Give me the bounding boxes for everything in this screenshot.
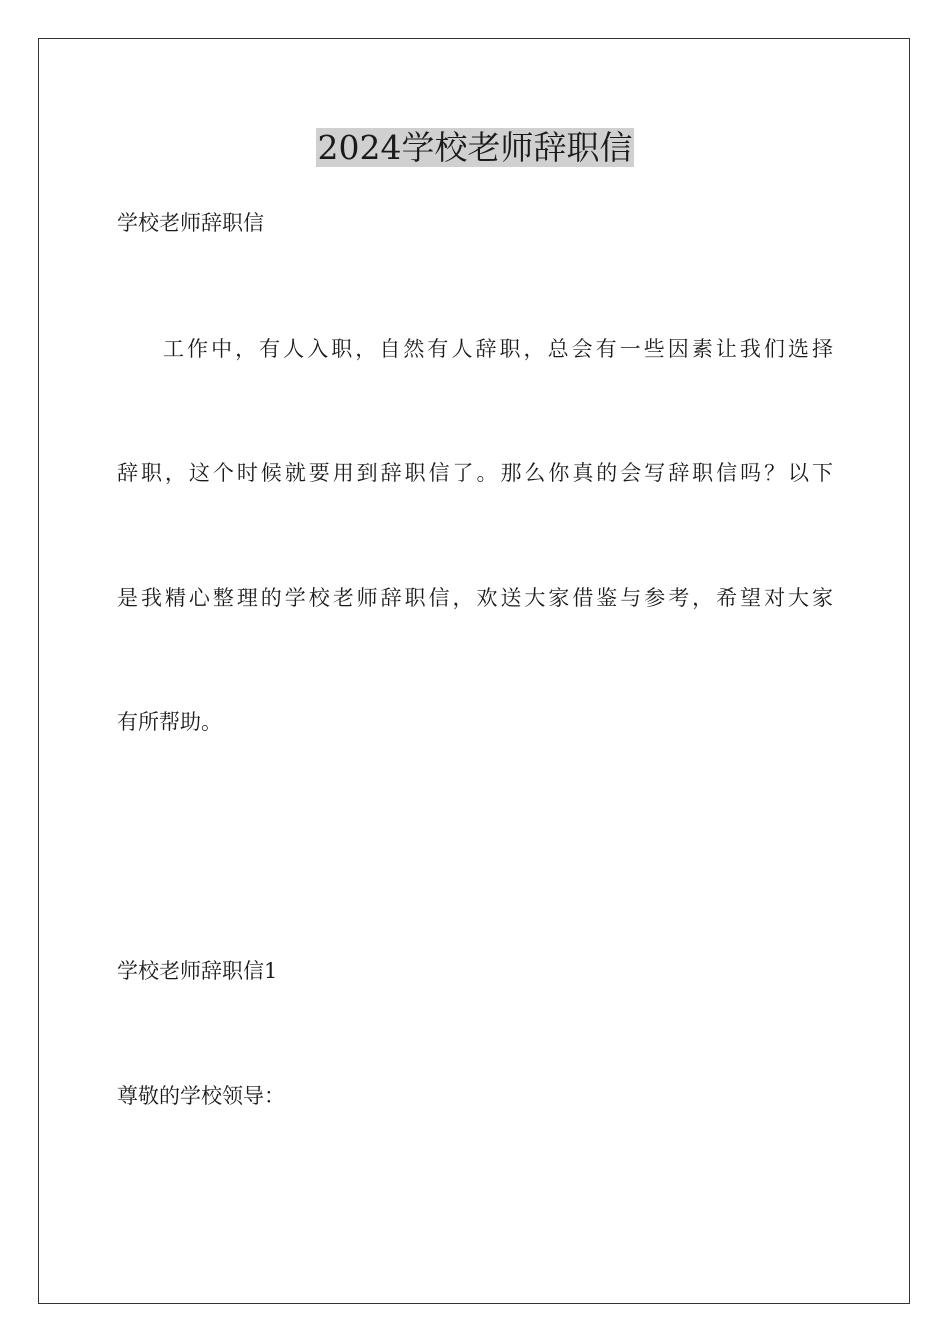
intro-line-3: 是我精心整理的学校老师辞职信，欢送大家借鉴与参考，希望对大家 bbox=[117, 586, 833, 610]
intro-line-2: 辞职，这个时候就要用到辞职信了。那么你真的会写辞职信吗？以下 bbox=[117, 461, 833, 485]
document-title bbox=[0, 124, 950, 172]
document-subtitle: 学校老师辞职信 bbox=[117, 211, 264, 235]
section-heading: 学校老师辞职信1 bbox=[117, 959, 278, 983]
salutation: 尊敬的学校领导： bbox=[117, 1084, 285, 1108]
intro-line-1: 工作中，有人入职，自然有人辞职，总会有一些因素让我们选择 bbox=[163, 337, 833, 361]
document-title-text: 2024学校老师辞职信 bbox=[317, 128, 633, 167]
intro-line-4: 有所帮助。 bbox=[117, 710, 222, 734]
